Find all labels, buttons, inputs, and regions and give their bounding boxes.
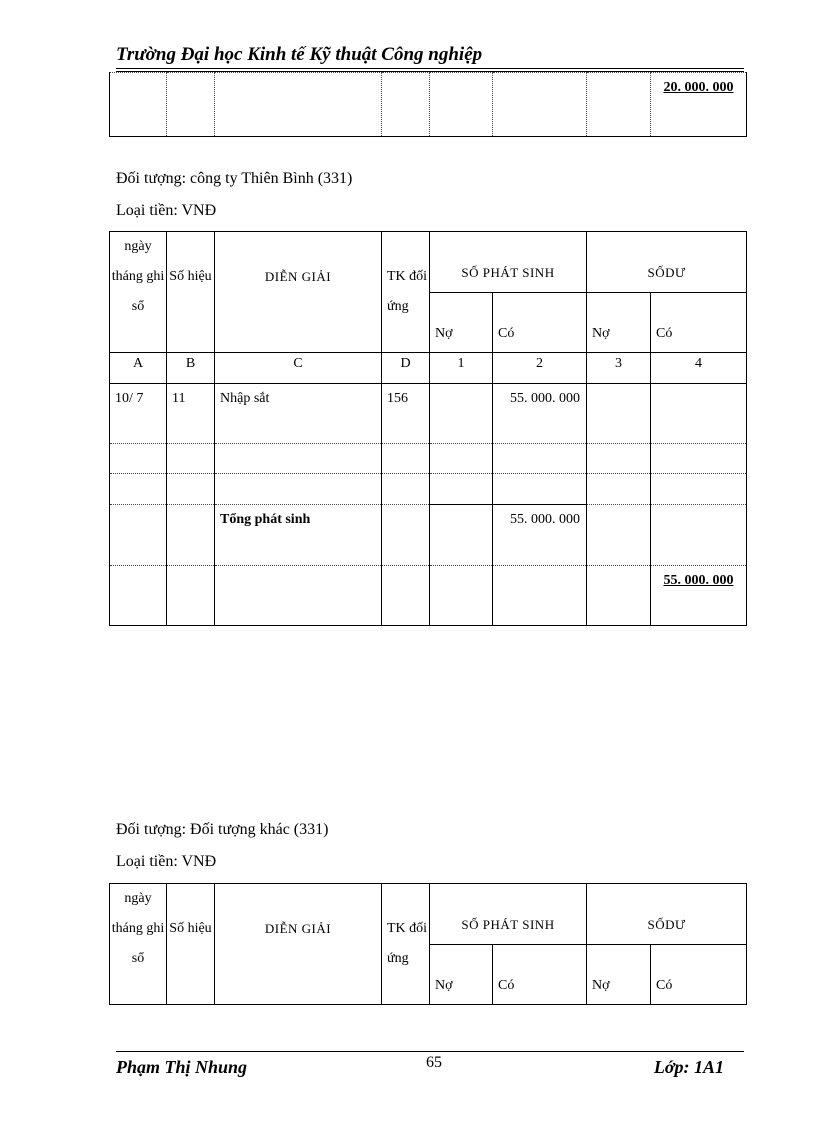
col-header-dien-giai: DIỄN GIẢI xyxy=(215,884,382,1005)
fragment-balance-co: 20. 000. 000 xyxy=(651,73,747,137)
col-header-tk-doi-ung: TK đối ứng xyxy=(382,232,430,353)
col-header-so-hieu: Số hiệu xyxy=(167,232,215,353)
col-header-so-du: SỐDƯ xyxy=(587,884,747,945)
index-d: D xyxy=(382,353,430,384)
index-a: A xyxy=(110,353,167,384)
closing-balance-row xyxy=(110,566,747,626)
total-ps-co: 55. 000. 000 xyxy=(493,505,587,566)
footer-class: Lớp: 1A1 xyxy=(653,1057,724,1077)
row-tk: 156 xyxy=(382,384,430,444)
table-row xyxy=(110,384,747,444)
index-3: 3 xyxy=(587,353,651,384)
header-divider xyxy=(116,68,744,69)
col-header-so-phat-sinh: SỐ PHÁT SINH xyxy=(430,232,587,293)
page-header-title: Trường Đại học Kinh tế Kỹ thuật Công nghiệp xyxy=(116,44,483,65)
section1-doi-tuong: Đối tượng: công ty Thiên Bình (331) xyxy=(116,170,353,187)
section2-doi-tuong: Đối tượng: Đối tượng khác (331) xyxy=(116,821,329,838)
row-dien-giai: Nhập sắt xyxy=(215,384,382,444)
col-header-dien-giai: DIỄN GIẢI xyxy=(215,232,382,353)
closing-du-co: 55. 000. 000 xyxy=(651,566,747,626)
index-1: 1 xyxy=(430,353,493,384)
col-header-du-co: Có xyxy=(651,293,747,353)
col-header-so-hieu: Số hiệu xyxy=(167,884,215,1005)
col-header-du-co: Có xyxy=(651,945,747,1005)
index-b: B xyxy=(167,353,215,384)
total-row xyxy=(110,505,747,566)
total-label: Tổng phát sinh xyxy=(215,505,382,566)
col-header-so-du: SỐDƯ xyxy=(587,232,747,293)
ledger-table-thien-binh xyxy=(109,231,747,626)
ledger-table-doi-tuong-khac xyxy=(109,883,747,1005)
table-row-empty xyxy=(110,444,747,474)
col-header-tk-doi-ung: TK đối ứng xyxy=(382,884,430,1005)
col-header-ps-co: Có xyxy=(493,293,587,353)
row-so-hieu: 11 xyxy=(167,384,215,444)
page-number: 65 xyxy=(426,1054,442,1071)
previous-table-fragment xyxy=(109,72,747,137)
col-header-ps-co: Có xyxy=(493,945,587,1005)
col-header-ps-no: Nợ xyxy=(430,293,493,353)
index-2: 2 xyxy=(493,353,587,384)
col-header-ngay: ngày tháng ghi sổ xyxy=(110,232,167,353)
footer-author-name: Phạm Thị Nhung xyxy=(116,1057,248,1077)
section1-loai-tien: Loại tiền: VNĐ xyxy=(116,202,217,219)
table-row-empty xyxy=(110,474,747,505)
col-header-ngay: ngày tháng ghi sổ xyxy=(110,884,167,1005)
col-header-so-phat-sinh: SỐ PHÁT SINH xyxy=(430,884,587,945)
col-header-ps-no: Nợ xyxy=(430,945,493,1005)
section2-loai-tien: Loại tiền: VNĐ xyxy=(116,853,217,870)
row-ps-co: 55. 000. 000 xyxy=(493,384,587,444)
col-header-du-no: Nợ xyxy=(587,945,651,1005)
row-du-co xyxy=(651,384,747,444)
row-ps-no xyxy=(430,384,493,444)
row-du-no xyxy=(587,384,651,444)
index-4: 4 xyxy=(651,353,747,384)
row-ngay: 10/ 7 xyxy=(110,384,167,444)
index-c: C xyxy=(215,353,382,384)
index-row xyxy=(110,353,747,384)
footer-divider xyxy=(116,1051,744,1052)
col-header-du-no: Nợ xyxy=(587,293,651,353)
